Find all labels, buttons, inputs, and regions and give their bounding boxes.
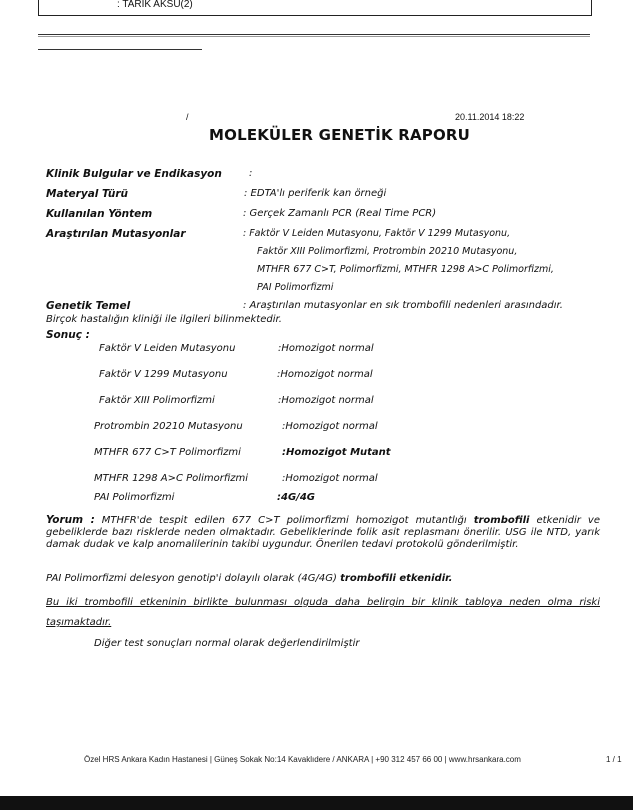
result-name: Faktör V Leiden Mutasyonu [99,343,236,354]
short-divider [38,49,202,50]
mutasyon-line: MTHFR 677 C>T, Polimorfizmi, MTHFR 1298 A>C Polimorfizmi, [257,264,554,275]
yorum-text-1: MTHFR'de tespit edilen 677 C>T polimorfizmi homozigot mutantlığı [94,515,474,526]
report-title: MOLEKÜLER GENETİK RAPORU [209,126,471,144]
report-datetime: 20.11.2014 18:22 [455,112,525,122]
result-value: :Homozigot normal [278,343,374,354]
yorum-paragraph [46,514,600,551]
result-value: :Homozigot normal [282,421,378,432]
materyal-value: : EDTA'lı periferik kan örneği [244,188,387,199]
yontem-label: Kullanılan Yöntem [46,208,153,220]
result-name: Faktör XIII Polimorfizmi [99,395,215,406]
result-name: PAI Polimorfizmi [94,492,175,503]
mutasyon-line: : Faktör V Leiden Mutasyonu, Faktör V 1299 Mutasyonu, [243,228,511,239]
closing-statement: Diğer test sonuçları normal olarak değerlendirilmiştir [94,638,360,649]
patient-header-box [38,0,592,16]
genetik-label: Genetik Temel [46,300,131,312]
materyal-label: Materyal Türü [46,188,128,200]
yontem-value: : Gerçek Zamanlı PCR (Real Time PCR) [243,208,437,219]
result-name: MTHFR 1298 A>C Polimorfizmi [94,473,249,484]
result-value: :Homozigot normal [277,369,373,380]
yorum-text-2: etkenidir ve gebeliklerde bazı risklerde neden olmaktadır. Gebeliklerinde folik asit replasmanı önerilir. USG ile NTD, yarık damak dudak ve kalp anomalilerinin takibi uygundur. Önerilen tedavi protokolü gönderilmiştir. [46,515,600,550]
result-value-mutant: :Homozigot Mutant [282,447,391,458]
pai-bold: trombofili etkenidir. [340,573,453,584]
result-value: :Homozigot normal [278,395,374,406]
klinik-value: : [249,168,253,179]
footer-page-number: 1 / 1 [606,755,622,764]
pai-text: PAI Polimorfizmi delesyon genotip'i dolayılı olarak (4G/4G) [46,573,341,584]
mutasyon-label: Araştırılan Mutasyonlar [46,228,186,240]
klinik-label: Klinik Bulgular ve Endikasyon [46,168,222,180]
mutasyon-line: Faktör XIII Polimorfizmi, Protrombin 20210 Mutasyonu, [257,246,518,257]
footer-address: Özel HRS Ankara Kadın Hastanesi | Güneş Sokak No:14 Kavaklıdere / ANKARA | +90 312 457 66 00 | www.hrsankara.com [84,755,521,764]
result-name: Faktör V 1299 Mutasyonu [99,369,228,380]
risk-paragraph: Bu iki trombofili etkeninin birlikte bulunması olguda daha belirgin bir klinik tabloya neden olma riski taşımaktadır. [46,597,600,628]
genetik-value: : Araştırılan mutasyonlar en sık trombofili nedenleri arasındadır. [243,300,563,311]
genetik-continuation: Birçok hastalığın kliniği ile ilgileri bilinmektedir. [46,314,282,325]
bottom-bar [0,796,633,810]
mutasyon-line: PAI Polimorfizmi [257,282,334,293]
result-value-pai: :4G/4G [277,492,315,503]
sonuc-label: Sonuç : [46,329,90,341]
yorum-label: Yorum : [46,514,95,526]
header-divider-shadow [38,36,590,37]
yorum-bold-trombofili: trombofili [473,515,530,526]
header-slash: / [186,112,189,122]
patient-name: : TARIK AKSU(2) [117,0,193,10]
result-value: :Homozigot normal [282,473,378,484]
header-divider [38,34,590,35]
result-name: Protrombin 20210 Mutasyonu [94,421,243,432]
pai-paragraph [46,573,600,585]
result-name: MTHFR 677 C>T Polimorfizmi [94,447,241,458]
